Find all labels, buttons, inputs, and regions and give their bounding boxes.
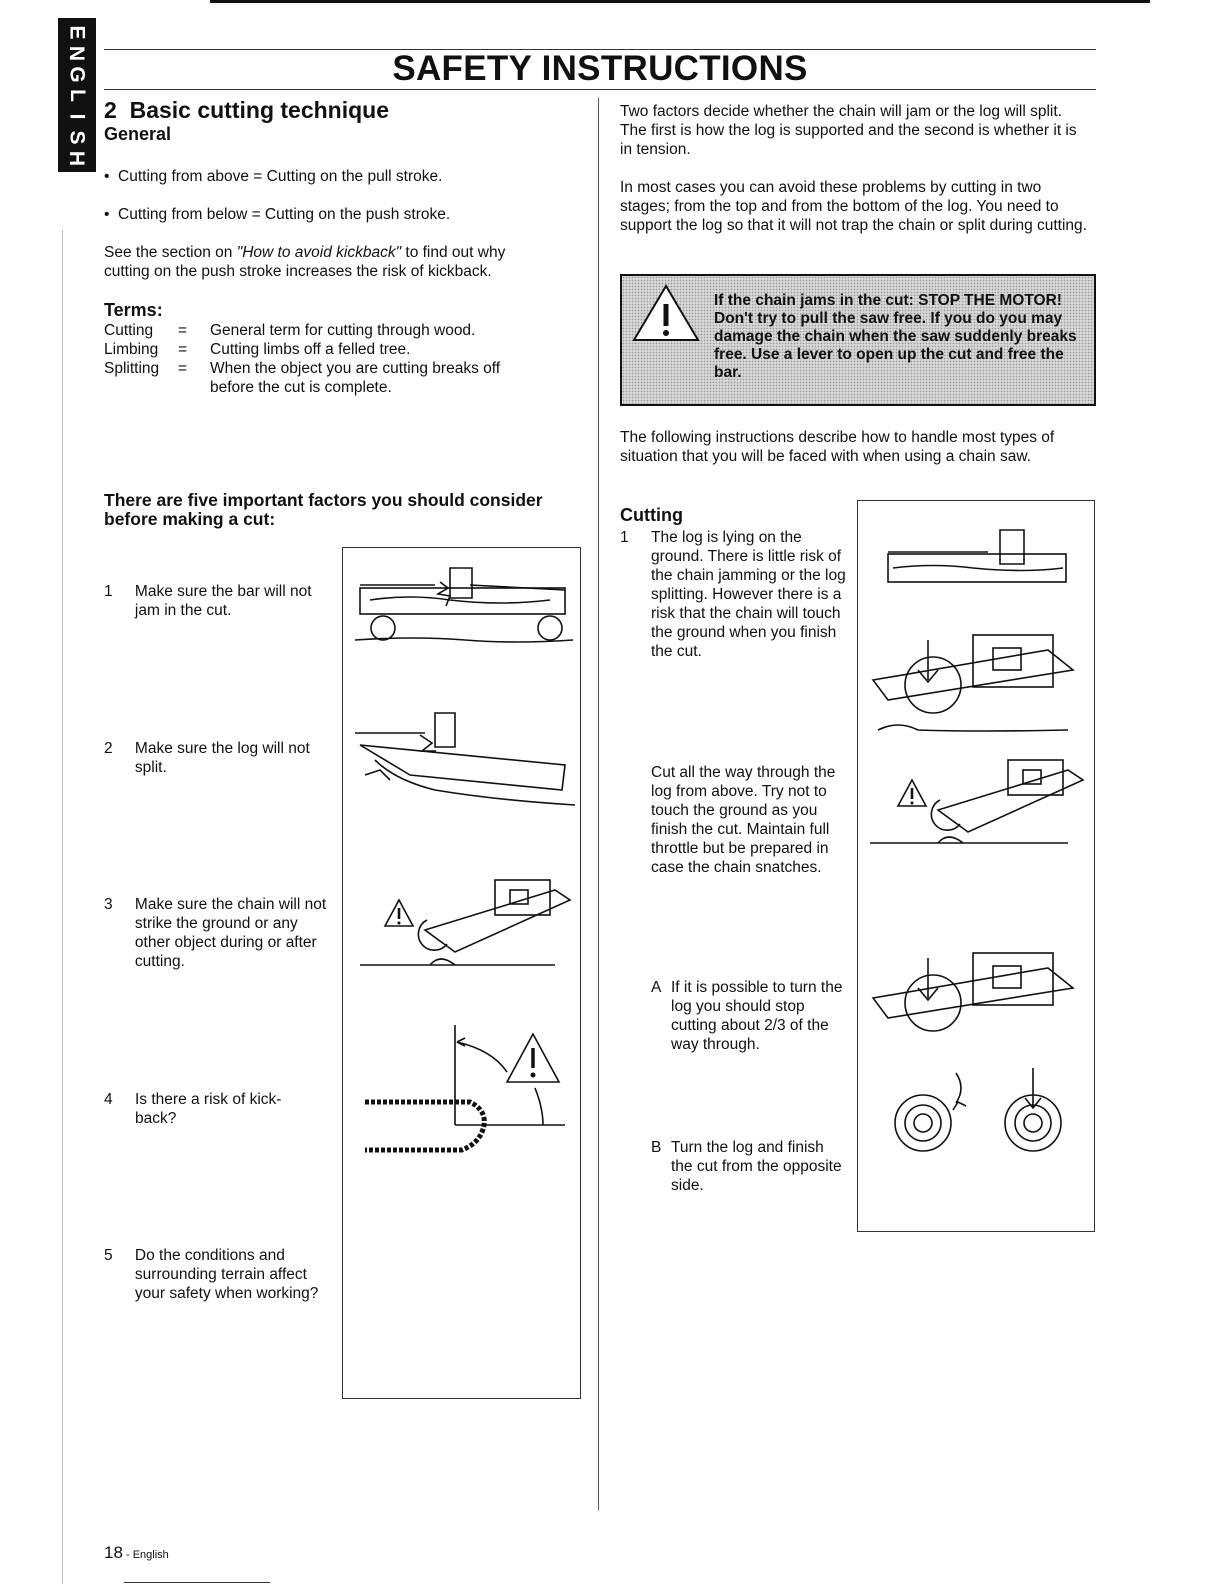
margin-line [62, 230, 63, 1584]
term-definition: General term for cutting through wood. [210, 322, 476, 339]
language-tab-letter: I [65, 113, 89, 120]
language-tab-letter: E [65, 25, 89, 40]
language-tab-letter: H [65, 150, 89, 167]
header-rule-bottom [104, 89, 1096, 90]
step-b [651, 1138, 851, 1195]
term-definition: When the object you are cutting breaks off before the cut is complete. [210, 360, 501, 396]
warning-text: If the chain jams in the cut: STOP THE MOTOR! Don't try to pull the saw free. If you do you may damage the chain when the saw suddenly breaks free. Use a lever to open up the cut and free the bar. [714, 292, 1077, 381]
term: Cutting [104, 322, 154, 339]
warning-triangle-icon [630, 284, 702, 344]
bullet-item: • Cutting from below = Cutting on the push stroke. [104, 206, 451, 223]
terms-list [104, 321, 554, 397]
cutting-heading: Cutting [620, 505, 683, 525]
language-tab-letter: G [65, 66, 89, 83]
section-title: Basic cutting technique [129, 97, 390, 123]
bullet-item: • Cutting from above = Cutting on the pull stroke. [104, 168, 443, 185]
page-number: 18 [104, 1543, 123, 1562]
page-title: SAFETY INSTRUCTIONS [392, 49, 808, 88]
column-divider [598, 98, 599, 1510]
language-tab [58, 18, 96, 172]
see-section-post: to find out why cutting on the push stroke increases the risk of kickback. [104, 244, 506, 280]
log-on-ground-illustration [868, 520, 1088, 740]
footer-language: - English [122, 1549, 169, 1561]
term-equals: = [178, 322, 188, 339]
see-section-pre: See the section on [104, 244, 237, 261]
step-b-text: Turn the log and finish the cut from the opposite side. [671, 1139, 842, 1194]
factor-text: Make sure the log will not split. [134, 740, 310, 776]
cutting-step-number: 1 [620, 529, 629, 546]
factor-item [104, 895, 334, 971]
intro-paragraph: Two factors decide whether the chain will jam or the log will split. The first is how the log is supported and the second is whether it is in tension. [620, 103, 1077, 158]
splitting-log-illustration [350, 705, 575, 815]
term-definition: Cutting limbs off a felled tree. [210, 341, 411, 358]
factor-text: Make sure the chain will not strike the ground or any other object during or after cutting. [134, 896, 327, 970]
factor-text: Do the conditions and surrounding terrain affect your safety when working? [134, 1247, 319, 1302]
see-section-paragraph [104, 243, 549, 281]
step-a-letter: A [651, 979, 662, 996]
factor-text: Make sure the bar will not jam in the cut. [134, 583, 312, 619]
term: Limbing [104, 341, 159, 358]
factor-number: 1 [104, 583, 113, 600]
general-heading: General [104, 124, 172, 144]
turn-log-illustration [868, 938, 1088, 1168]
footer-rule [124, 1582, 270, 1583]
step-b-letter: B [651, 1139, 662, 1156]
factor-text: Is there a risk of kick-back? [135, 1091, 282, 1127]
factor-item [104, 1090, 334, 1128]
log-on-supports-illustration [350, 560, 575, 655]
language-tab-letter: N [65, 45, 89, 62]
kickback-zone-illustration [355, 1020, 575, 1165]
factor-item [104, 1246, 334, 1303]
term-equals: = [178, 341, 188, 358]
language-tab-letter: S [65, 130, 89, 145]
chain-strike-ground-illustration [355, 870, 575, 975]
term-equals: = [178, 360, 188, 377]
kickback-reference: "How to avoid kickback" [236, 244, 402, 261]
terms-heading: Terms: [104, 300, 163, 320]
cut-through-paragraph: Cut all the way through the log from above. Try not to touch the ground as you finish the cut. Maintain full throttle but be prepared in case the chain snatches. [651, 764, 836, 876]
instructions-intro-paragraph: The following instructions describe how to handle most types of situation that you will be faced with when using a chain saw. [620, 429, 1055, 465]
two-stage-paragraph: In most cases you can avoid these problems by cutting in two stages; from the top and from the bottom of the log. You need to support the log so that it will not trap the chain or split during cutting. [620, 179, 1087, 234]
section-number: 2 [104, 97, 117, 123]
factor-number: 5 [104, 1247, 113, 1264]
term-row [104, 340, 554, 359]
top-rule [210, 0, 1150, 3]
language-tab-letter: L [65, 89, 89, 102]
bullet-text: Cutting from below = Cutting on the push stroke. [118, 206, 451, 223]
cut-through-to-ground-illustration [868, 750, 1088, 855]
step-a [651, 978, 851, 1054]
factor-number: 4 [104, 1091, 113, 1108]
cutting-step [620, 528, 850, 661]
step-a-text: If it is possible to turn the log you should stop cutting about 2/3 of the way through. [671, 979, 843, 1053]
factor-number: 3 [104, 896, 113, 913]
page-footer [104, 1543, 169, 1563]
factors-heading: There are five important factors you should consider before making a cut: [104, 490, 543, 529]
term: Splitting [104, 360, 160, 377]
section-heading [104, 97, 389, 124]
term-row [104, 359, 554, 397]
factor-item [104, 582, 334, 620]
factor-number: 2 [104, 740, 113, 757]
cutting-step-text: The log is lying on the ground. There is little risk of the chain jamming or the log splitting. However there is a risk that the chain will touch the ground when you finish the cut. [651, 529, 846, 660]
term-row [104, 321, 554, 340]
bullet-text: Cutting from above = Cutting on the pull stroke. [118, 168, 443, 185]
factor-item [104, 739, 334, 777]
